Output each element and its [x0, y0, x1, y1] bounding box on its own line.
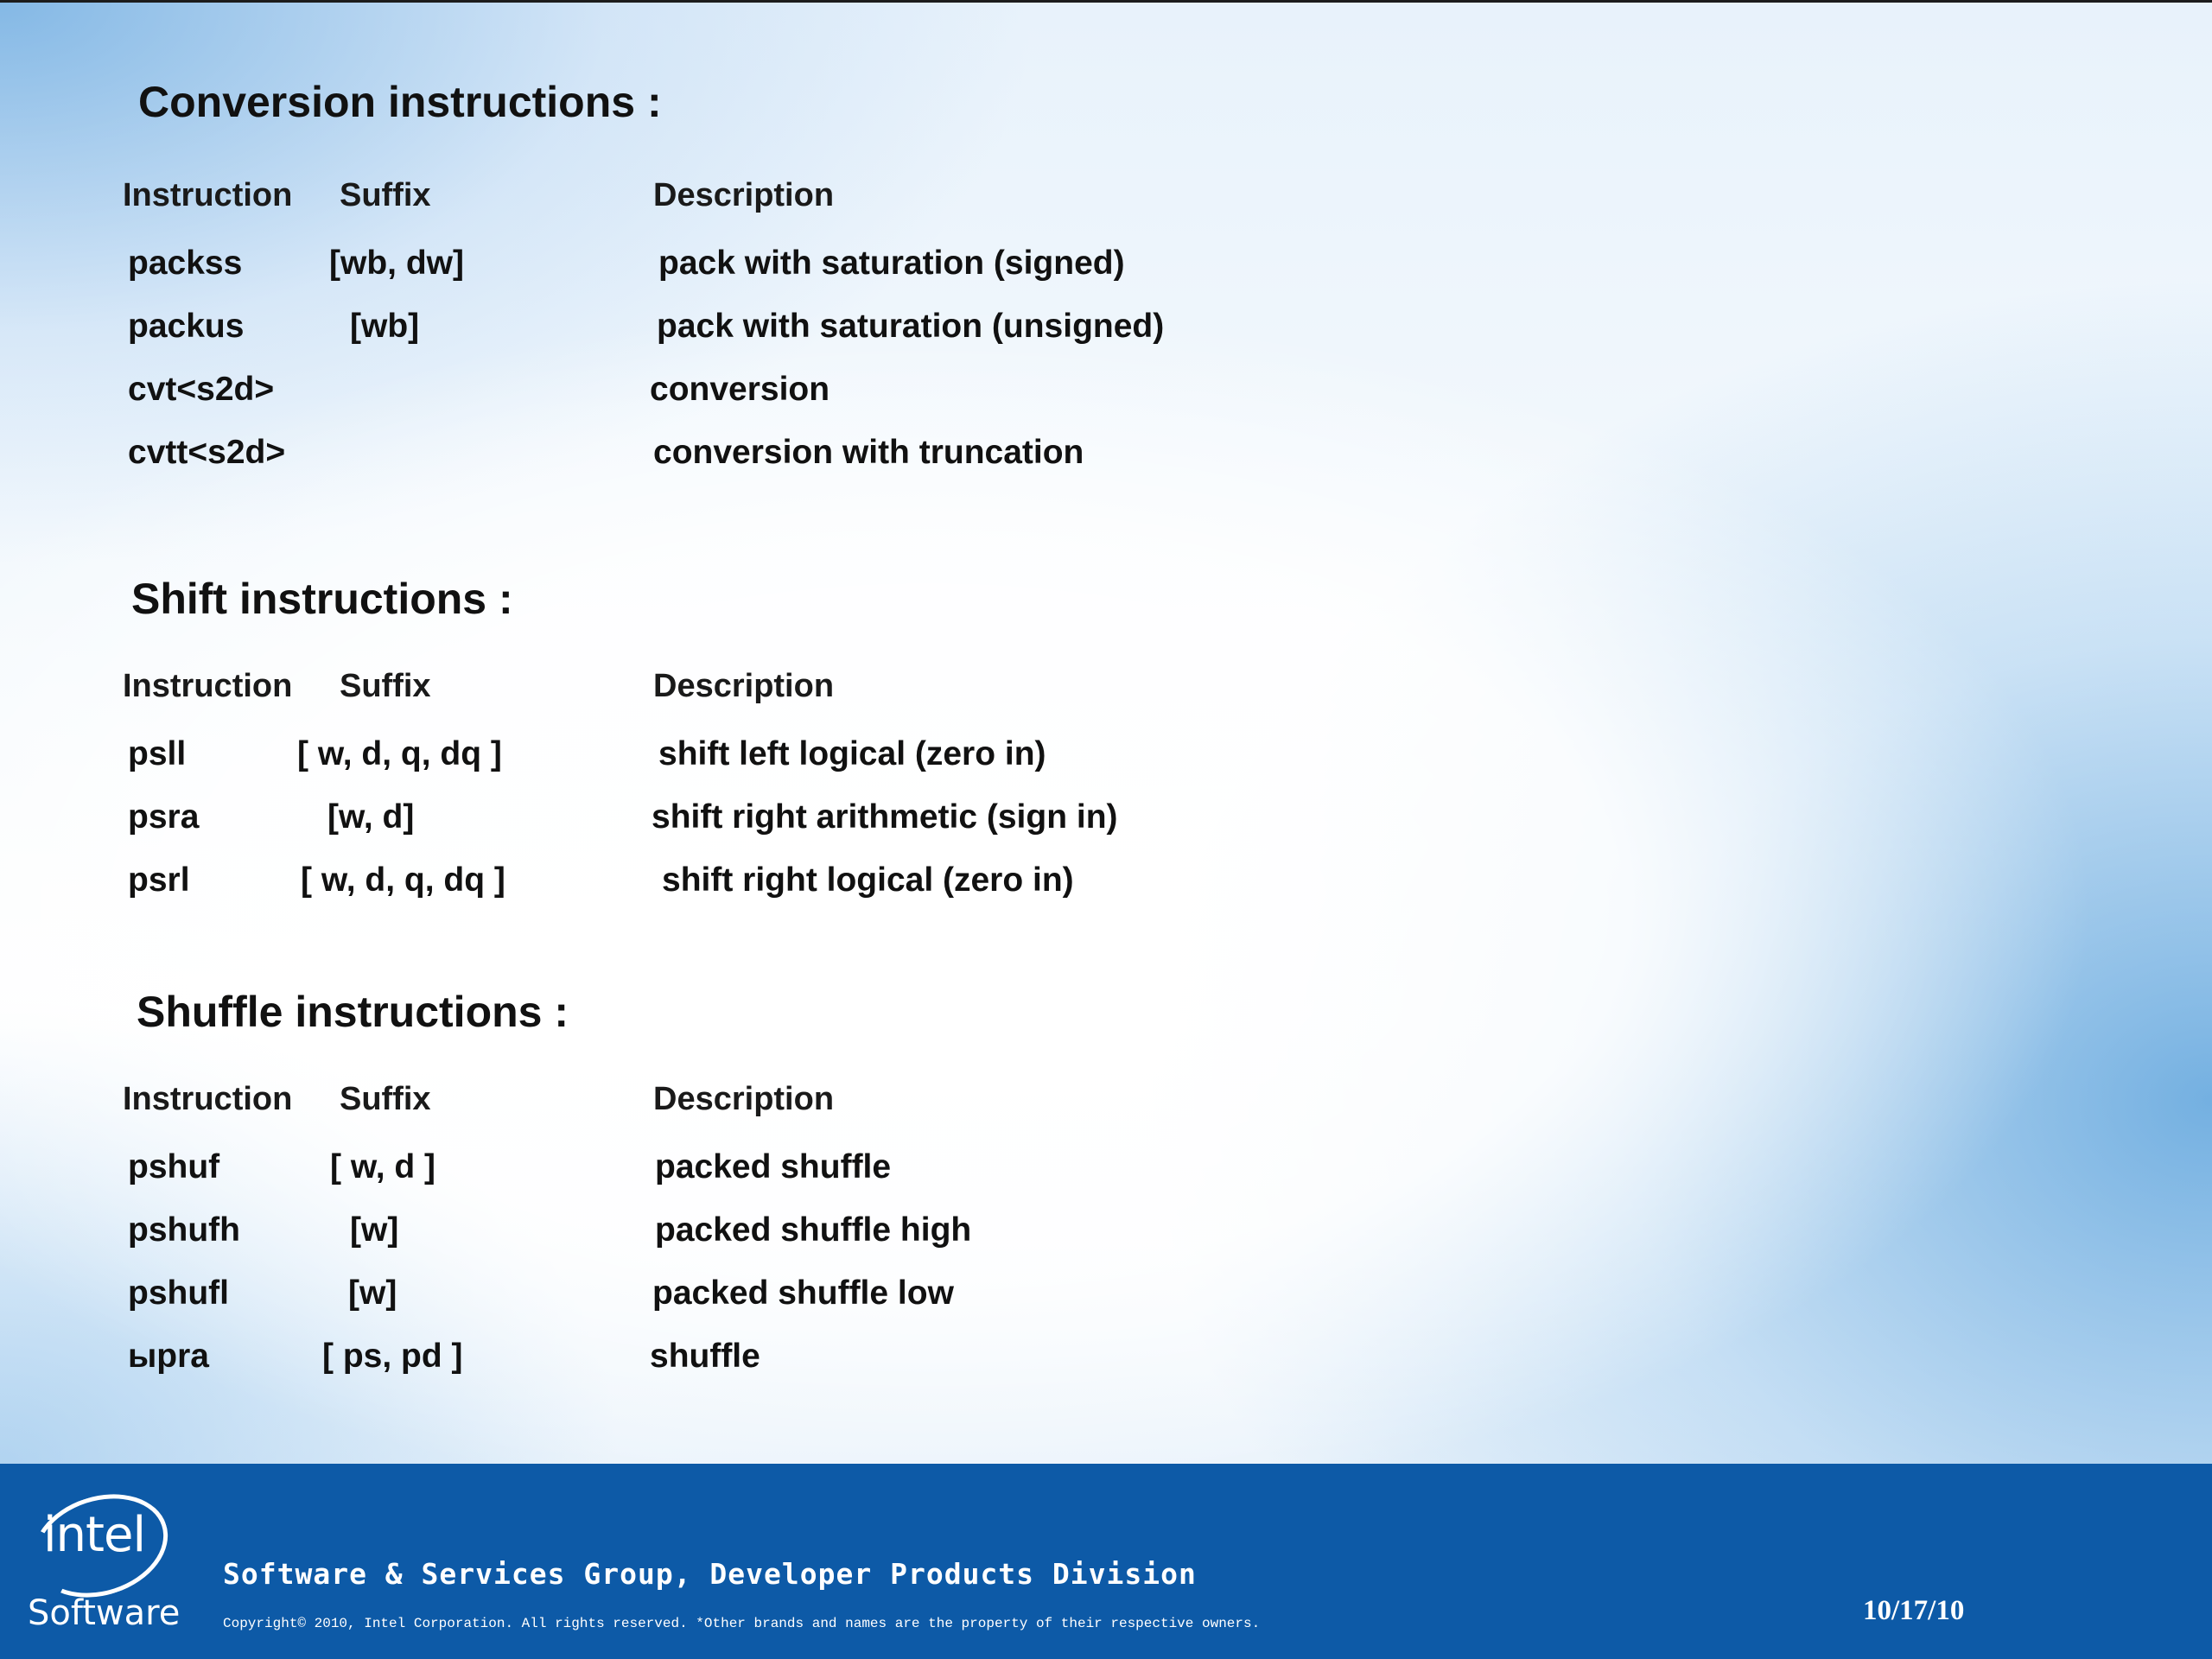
instruction-description: conversion [650, 371, 830, 408]
intel-software-logo [24, 1497, 180, 1652]
logo-word: intel [43, 1507, 146, 1563]
column-header-description: Description [653, 177, 835, 213]
column-header-instruction: Instruction [123, 1081, 293, 1117]
instruction-suffix: [w, d] [327, 798, 415, 836]
instruction-description: conversion with truncation [653, 434, 1084, 471]
instruction-description: packed shuffle low [652, 1274, 954, 1312]
instruction-suffix: [ w, d, q, dq ] [297, 735, 502, 772]
instruction-suffix: [wb] [350, 308, 420, 345]
instruction-name: pshufl [128, 1274, 229, 1312]
instruction-name: packus [128, 308, 245, 345]
column-header-description: Description [653, 1081, 835, 1117]
instruction-description: packed shuffle [655, 1148, 892, 1185]
footer-date: 10/17/10 [1863, 1595, 1965, 1626]
footer-copyright: Copyright© 2010, Intel Corporation. All rights reserved. *Other brands and names are the property of their respective owners. [223, 1616, 1261, 1631]
section-title-shift: Shift instructions : [131, 575, 513, 623]
instruction-name: cvt<s2d> [128, 371, 275, 408]
column-header-description: Description [653, 668, 835, 704]
instruction-name: cvtt<s2d> [128, 434, 286, 471]
column-header-suffix: Suffix [340, 1081, 431, 1117]
section-title-conversion: Conversion instructions : [138, 78, 662, 126]
instruction-name: psra [128, 798, 200, 836]
instruction-description: packed shuffle high [655, 1211, 972, 1249]
instruction-suffix: [ ps, pd ] [322, 1338, 463, 1375]
instruction-description: shift right logical (zero in) [662, 861, 1074, 899]
instruction-name: pshufh [128, 1211, 240, 1249]
footer-division: Software & Services Group, Developer Products Division [223, 1557, 1197, 1591]
instruction-description: shift right arithmetic (sign in) [652, 798, 1118, 836]
section-title-shuffle: Shuffle instructions : [137, 988, 569, 1036]
footer-bar [0, 1464, 2212, 1659]
instruction-name: psrl [128, 861, 190, 899]
instruction-name: ыpra [128, 1338, 209, 1375]
instruction-name: psll [128, 735, 187, 772]
column-header-instruction: Instruction [123, 668, 293, 704]
instruction-suffix: [w] [348, 1274, 397, 1312]
logo-subtitle: Software [28, 1593, 181, 1633]
instruction-suffix: [ w, d ] [330, 1148, 436, 1185]
column-header-suffix: Suffix [340, 177, 431, 213]
instruction-suffix: [wb, dw] [329, 245, 464, 282]
instruction-description: shift left logical (zero in) [658, 735, 1046, 772]
instruction-description: pack with saturation (unsigned) [657, 308, 1165, 345]
instruction-suffix: [ w, d, q, dq ] [301, 861, 505, 899]
column-header-instruction: Instruction [123, 177, 293, 213]
instruction-description: shuffle [650, 1338, 760, 1375]
column-header-suffix: Suffix [340, 668, 431, 704]
instruction-suffix: [w] [350, 1211, 399, 1249]
instruction-name: pshuf [128, 1148, 220, 1185]
instruction-description: pack with saturation (signed) [658, 245, 1125, 282]
instruction-name: packss [128, 245, 243, 282]
